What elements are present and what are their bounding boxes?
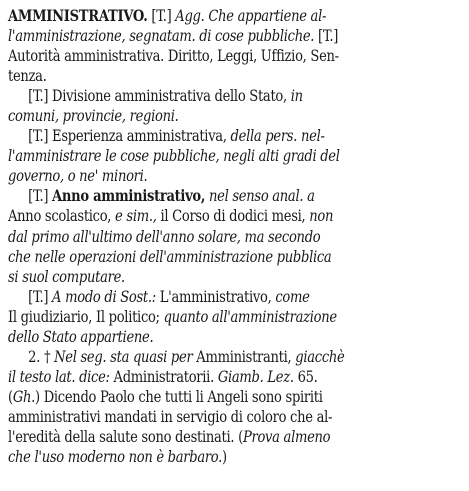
text-segment: Giamb. Lez. (217, 367, 294, 386)
text-line (8, 186, 390, 206)
text-segment: [T.] Esperienza amministrativa, (28, 127, 231, 146)
text-segment: ) Dicendo Paolo che tutti li Angeli sono spiriti (35, 387, 323, 406)
text-line (8, 206, 390, 226)
text-line (8, 347, 390, 367)
text-segment: come (275, 287, 310, 306)
text-segment: [T.] (147, 7, 176, 25)
text-segment: in (290, 87, 303, 106)
text-segment: giacchè (295, 347, 345, 366)
text-segment: [T.] (28, 187, 53, 206)
text-line (8, 447, 390, 467)
text-line (8, 46, 390, 66)
text-segment: ( (8, 387, 13, 406)
text-segment: l'eredità della salute sono destinati. ( (8, 427, 243, 446)
text-line (8, 367, 390, 387)
text-line (8, 166, 390, 186)
text-line (8, 126, 390, 146)
text-segment: 65. (293, 367, 318, 386)
text-segment: il testo lat. dice: (8, 367, 110, 386)
text-segment: nel senso anal. a (205, 187, 315, 206)
text-segment: e sim., (115, 207, 157, 226)
text-line (8, 106, 390, 126)
text-segment: 2. † (28, 347, 55, 366)
text-segment: L'amministrativo, (155, 287, 276, 306)
text-segment: Prova almeno (242, 427, 331, 446)
text-segment: A modo di Sost.: (52, 287, 156, 306)
text-segment: [T.] (28, 287, 53, 306)
text-segment: si suol computare. (8, 267, 125, 286)
text-line (8, 267, 390, 287)
text-segment: l'amministrazione, segnatam. di cose pubbliche. (8, 27, 315, 46)
text-line (8, 86, 390, 106)
text-line (8, 387, 390, 407)
text-segment: Autorità amministrativa. Diritto, Leggi, Uffizio, Sen- (8, 47, 339, 66)
text-segment: quanto all'amministrazione (163, 307, 337, 326)
text-line (8, 427, 390, 447)
text-segment: Amministranti, (192, 347, 296, 366)
text-segment: che nelle operazioni dell'amministrazione pubblica (8, 247, 332, 266)
text-line (8, 26, 390, 46)
text-segment: Anno amministrativo, (52, 186, 206, 206)
text-line (8, 287, 390, 307)
text-line (8, 66, 390, 86)
text-line (8, 307, 390, 327)
text-segment: comuni, provincie, regioni. (8, 107, 179, 126)
text-segment: Agg. Che appartiene al- (175, 7, 327, 25)
text-segment: l'amministrare le cose pubbliche, negli alti gradi del (8, 147, 340, 166)
text-segment: ) (222, 448, 227, 467)
text-line (8, 6, 390, 26)
text-segment: [T.] Divisione amministrativa dello Stato, (28, 87, 291, 106)
text-line (8, 227, 390, 247)
text-segment: governo, o ne' minori. (8, 167, 148, 186)
text-segment: tenza. (8, 67, 47, 86)
text-segment: dal primo all'ultimo dell'anno solare, ma secondo (8, 227, 321, 246)
text-segment: Il giudiziario, Il politico; (8, 307, 164, 326)
text-line (8, 247, 390, 267)
text-line (8, 327, 390, 347)
text-segment: AMMINISTRATIVO. (8, 6, 148, 25)
text-segment: Administratorii. (109, 367, 218, 386)
text-segment: amministrativi mandati in servigio di coloro che al- (8, 407, 333, 426)
text-segment: della pers. nel- (230, 127, 325, 146)
text-line (8, 407, 390, 427)
text-segment: non (309, 207, 334, 226)
text-segment: dello Stato appartiene. (8, 327, 154, 346)
text-segment: Anno scolastico, (8, 207, 116, 226)
text-segment: Gh. (12, 387, 36, 406)
text-segment: il Corso di dodici mesi, (156, 207, 310, 226)
text-segment: [T.] (314, 27, 339, 46)
text-segment: che l'uso moderno non è barbaro. (8, 448, 223, 467)
dictionary-entry (8, 6, 463, 467)
text-line (8, 146, 390, 166)
text-segment: Nel seg. sta quasi per (54, 347, 193, 366)
